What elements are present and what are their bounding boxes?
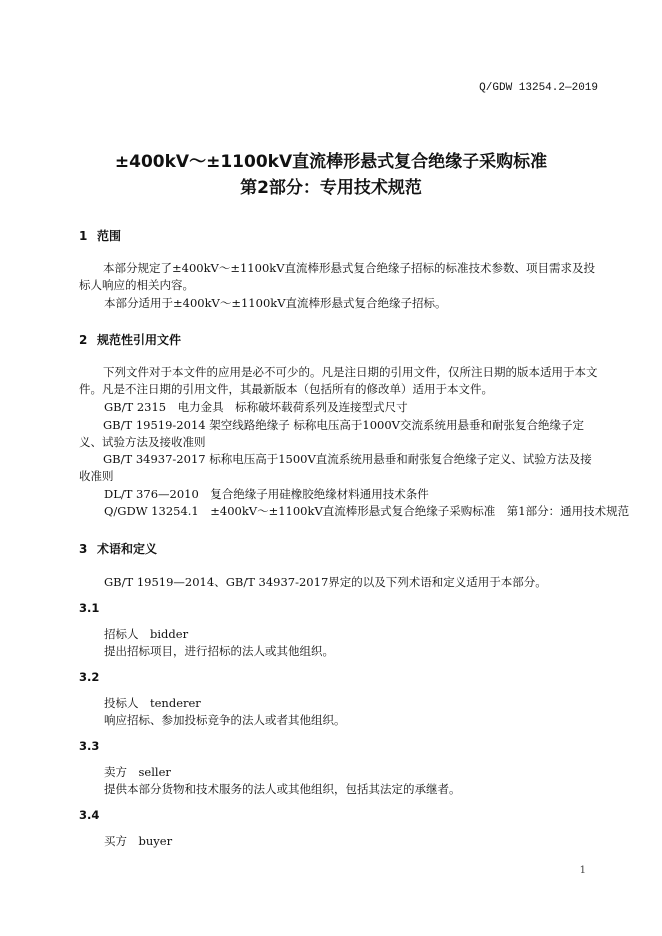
document-subtitle: 第2部分：专用技术规范 [240,178,422,198]
section-heading-terms [79,540,157,557]
term-name: 招标人 bidder [104,627,189,641]
section-heading-references [79,331,181,348]
reference-item: Q/GDW 13254.1 ±400kV～±1100kV直流棒形悬式复合绝缘子采购标准 第1部分：通用技术规范 [104,504,630,518]
term-number: 3.2 [79,670,100,684]
term-definition: 提出招标项目，进行招标的法人或其他组织。 [104,644,334,658]
term-name: 投标人 tenderer [104,696,201,710]
term-number: 3.1 [79,601,100,615]
section-title: 范围 [97,229,122,243]
section-number: 3 [79,542,88,556]
paragraph: 下列文件对于本文件的应用是必不可少的。凡是注日期的引用文件，仅所注日期的版本适用于本文件。凡是不注日期的引用文件，其最新版本（包括所有的修改单）适用于本文件。 [79,365,598,396]
term-name: 卖方 seller [104,765,171,779]
reference-item: GB/T 19519-2014 架空线路绝缘子 标称电压高于1000V交流系统用悬垂和耐张复合绝缘子定义、试验方法及接收准则 [79,418,584,449]
reference-item: DL/T 376—2010 复合绝缘子用硅橡胶绝缘材料通用技术条件 [104,487,429,501]
paragraph: 本部分适用于±400kV～±1100kV直流棒形悬式复合绝缘子招标。 [104,296,447,310]
section-heading-scope [79,227,121,244]
reference-item: GB/T 34937-2017 标称电压高于1500V直流系统用悬垂和耐张复合绝缘子定义、试验方法及接收准则 [79,452,592,483]
section-title: 术语和定义 [97,542,158,556]
section-number: 1 [79,229,88,243]
document-number: Q/GDW 13254.2—2019 [479,82,598,94]
term-definition: 响应招标、参加投标竞争的法人或者其他组织。 [104,713,346,727]
section-number: 2 [79,333,88,347]
section-title: 规范性引用文件 [97,333,182,347]
paragraph: GB/T 19519—2014、GB/T 34937-2017界定的以及下列术语和定义适用于本部分。 [104,575,547,589]
term-name: 买方 buyer [104,834,173,848]
page-number: 1 [579,865,586,876]
term-number: 3.3 [79,739,100,753]
reference-item: GB/T 2315 电力金具 标称破坏载荷系列及连接型式尺寸 [104,400,408,414]
document-title: ±400kV～±1100kV直流棒形悬式复合绝缘子采购标准 [114,152,548,172]
paragraph: 本部分规定了±400kV～±1100kV直流棒形悬式复合绝缘子招标的标准技术参数、项目需求及投标人响应的相关内容。 [79,261,596,292]
term-definition: 提供本部分货物和技术服务的法人或其他组织，包括其法定的承继者。 [104,782,461,796]
term-number: 3.4 [79,808,100,822]
